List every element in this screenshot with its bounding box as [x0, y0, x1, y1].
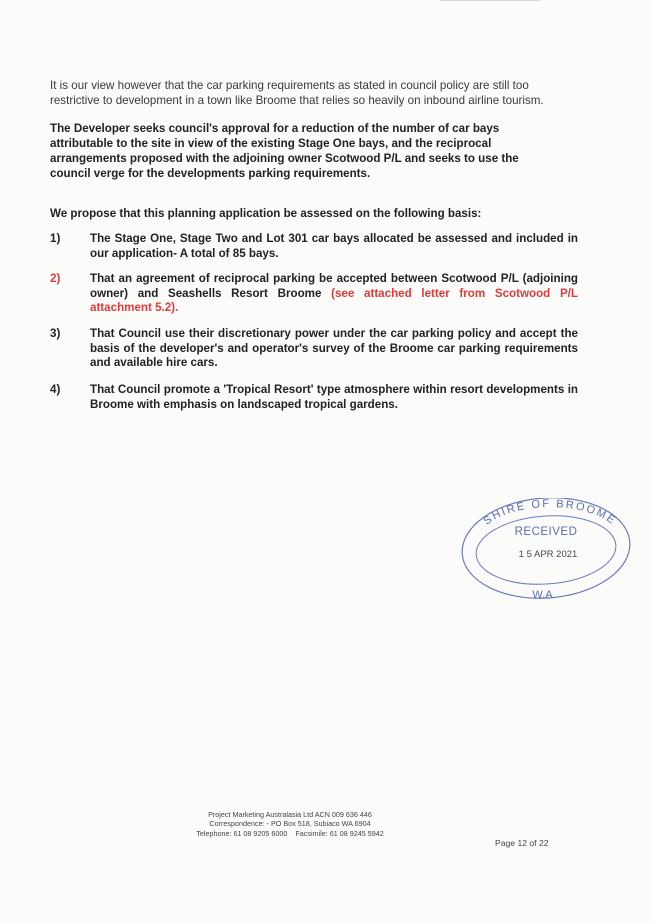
stamp-date: 1 5 APR 2021 — [518, 549, 578, 560]
stamp-state: W.A. — [532, 589, 556, 601]
attachment-reference: (see attached letter from Scotwood P/L attachment 5.2). — [90, 286, 578, 315]
footer — [160, 810, 420, 838]
paragraph-request: The Developer seeks council's approval for a reduction of the number of car bays attributable to the site in view of the existing Stage One bays, and the reciprocal arrangements proposed with the adjoining owner Scotwood P/L and seeks to use the council verge for the developments parking requirements. — [50, 122, 519, 180]
top-rule — [440, 0, 540, 1]
list-item-number: 3) — [50, 327, 61, 340]
list-item-number: 1) — [50, 232, 61, 245]
footer-phone-fax: Telephone: 61 08 9205 6000 Facsimile: 61 08 9245 5942 — [196, 828, 384, 838]
list-item-number: 4) — [50, 383, 61, 396]
list-item-text: The Stage One, Stage Two and Lot 301 car bays allocated be assessed and included in our application- A total of 85 bays. — [90, 232, 578, 260]
list-item-text: That Council promote a 'Tropical Resort' type atmosphere within resort developments in Broome with emphasis on landscaped tropical gardens. — [90, 383, 578, 411]
list-item-text-wrap — [90, 272, 578, 316]
list-item-text: That Council use their discretionary power under the car parking policy and accept the basis of the developer's and operator's survey of the Broome car parking requirements and available hire cars. — [90, 327, 578, 370]
received-stamp — [460, 498, 632, 608]
footer-company: Project Marketing Australasia Ltd ACN 009 636 446 — [208, 810, 372, 819]
list-item-text: That an agreement of reciprocal parking be accepted between Scotwood P/L (adjoining owner) and Seashells Resort Broome — [90, 272, 578, 300]
paragraph-basis-intro: We propose that this planning application be assessed on the following basis: — [50, 207, 482, 220]
paragraph-view: It is our view however that the car parking requirements as stated in council policy are still too restrictive to development in a town like Broome that relies so heavily on inbound airline tourism. — [50, 79, 544, 107]
page-number: Page 12 of 22 — [495, 838, 549, 848]
stamp-arc-text: SHIRE OF BROOME — [481, 498, 619, 528]
footer-correspondence: Correspondence: - PO Box 518, Subiaco WA 6904 — [209, 819, 371, 829]
list-item-number: 2) — [50, 272, 61, 285]
stamp-received-label: RECEIVED — [514, 526, 578, 538]
